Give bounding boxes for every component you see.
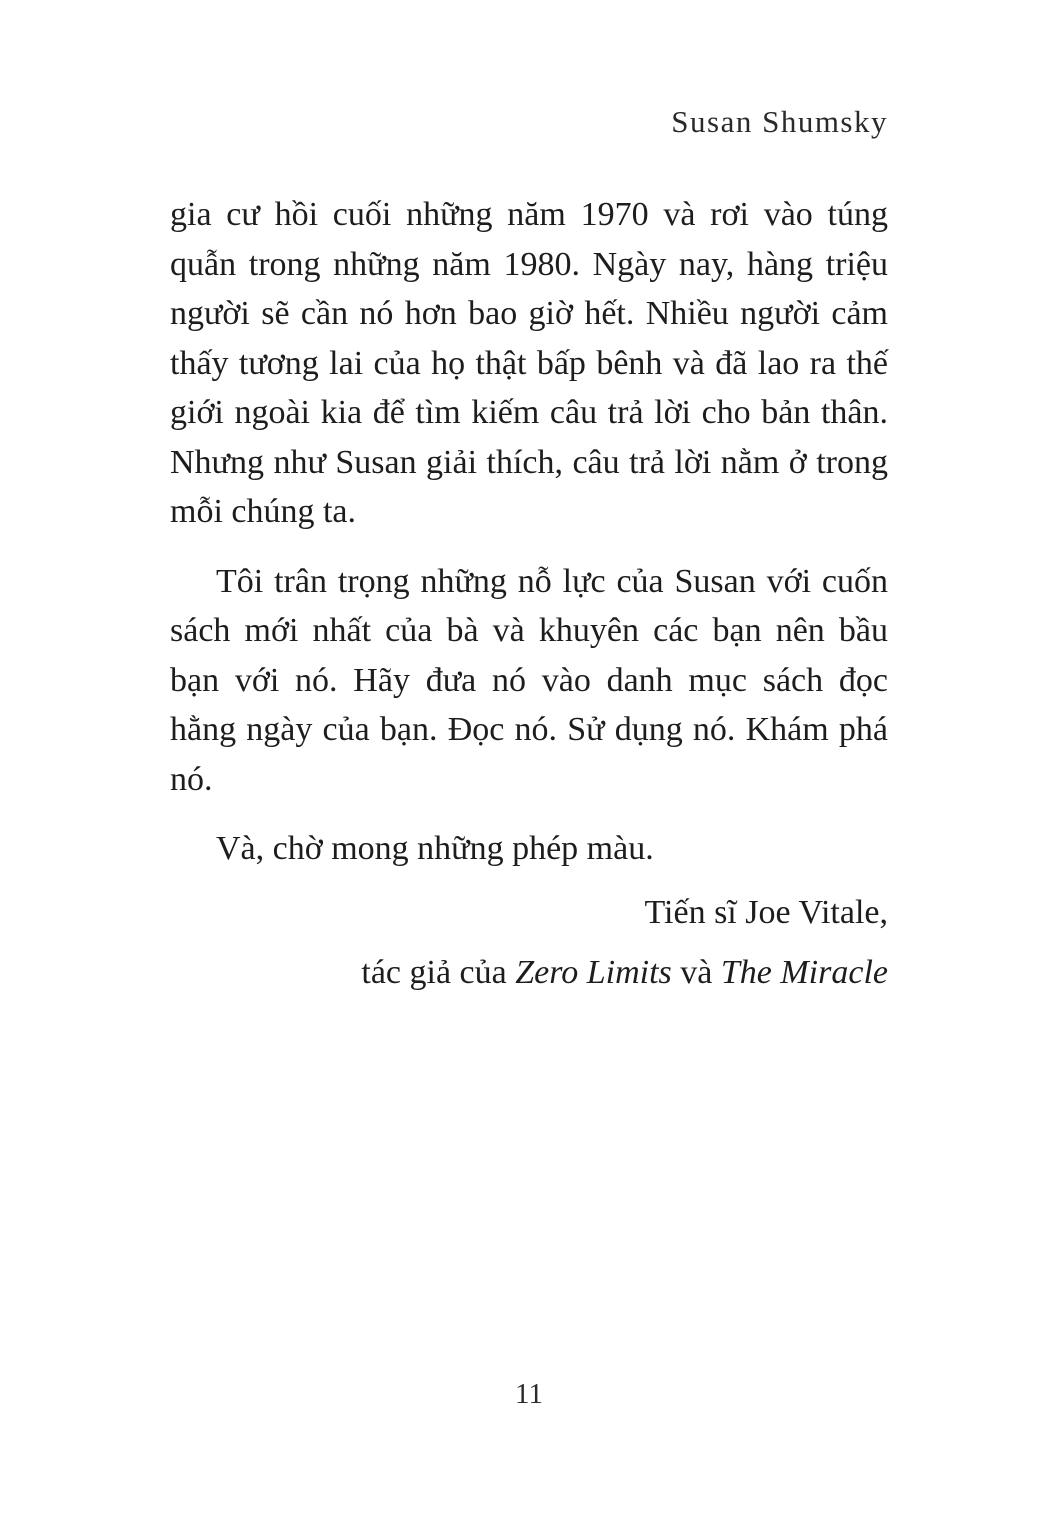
book-title-zero-limits: Zero Limits: [515, 953, 672, 991]
paragraph-2: Tôi trân trọng những nỗ lực của Susan với cuốn sách mới nhất của bà và khuyên các bạn nên bầu bạn với nó. Hãy đưa nó vào danh mục sách đọc hằng ngày của bạn. Đọc nó. Sử dụng nó. Khám phá nó.: [170, 562, 888, 798]
signature-byline: [170, 954, 888, 992]
signature-byline-prefix: tác giả của: [361, 953, 516, 991]
page-number: 11: [515, 1378, 543, 1410]
running-header-author: Susan Shumsky: [671, 104, 888, 139]
signature-block: [170, 894, 888, 992]
paragraph-1: gia cư hồi cuối những năm 1970 và rơi vào túng quẫn trong những năm 1980. Ngày nay, hàng triệu người sẽ cần nó hơn bao giờ hết. Nhiều người cảm thấy tương lai của họ thật bấp bênh và đã lao ra thế giới ngoài kia để tìm kiếm câu trả lời cho bản thân. Nhưng như Susan giải thích, câu trả lời nằm ở trong mỗi chúng ta.: [170, 196, 888, 530]
book-title-the-miracle: The Miracle: [720, 953, 888, 991]
body-text: [170, 190, 888, 874]
signature-name: Tiến sĩ Joe Vitale,: [644, 893, 888, 931]
signature-byline-connector: và: [671, 953, 721, 991]
paragraph-3: Và, chờ mong những phép màu.: [216, 830, 654, 867]
